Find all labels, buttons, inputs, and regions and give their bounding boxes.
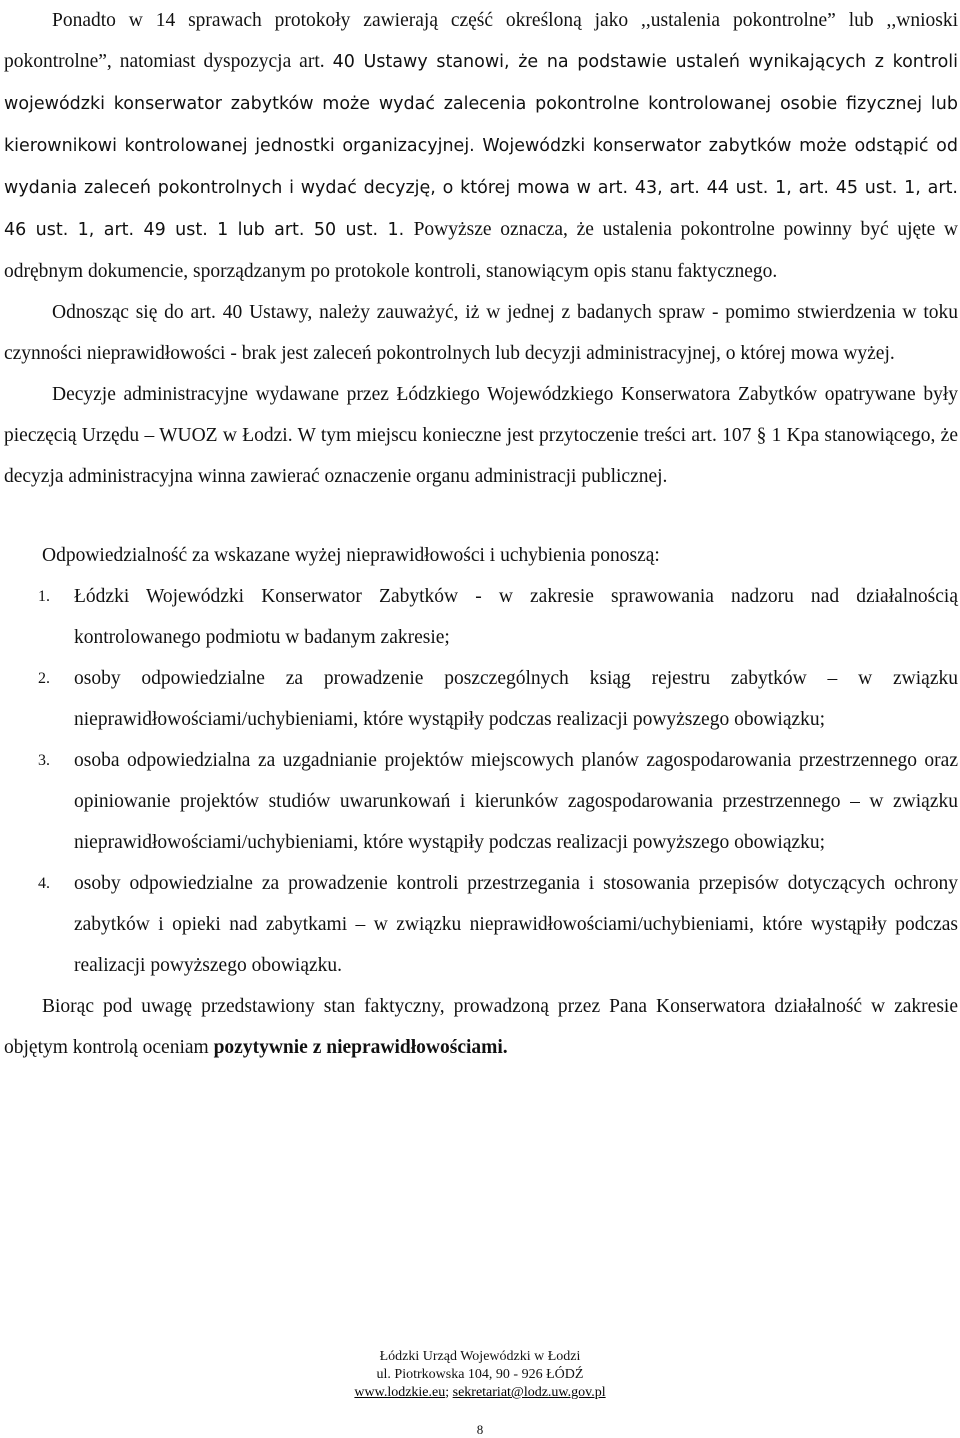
paragraph-control-protocols bbox=[4, 0, 958, 292]
paragraph-article-40 bbox=[4, 292, 958, 374]
website-link[interactable]: www.lodzkie.eu bbox=[354, 1385, 446, 1400]
footer-office: Łódzki Urząd Wojewódzki w Łodzi bbox=[379, 1349, 581, 1364]
list-number: 4. bbox=[38, 875, 50, 892]
spacer bbox=[4, 497, 958, 535]
conclusion-text: Biorąc pod uwagę przedstawiony stan faktyczny, prowadzoną przez Pana Konserwatora działalność w zakresie objętym kontrolą oceniam bbox=[4, 996, 958, 1058]
paragraph-text: 40 Ustawy stanowi, że na podstawie ustaleń wynikających z kontroli wojewódzki konserwator zabytków może wydać zalecenia pokontrolne kontrolowanej osobie fizycznej lub kierownikowi kontrolowanej jednostki organizacyjnej. Wojewódzki konserwator zabytków może odstąpić od wydania zaleceń pokontrolnych i wydać decyzję, o której mowa w art. 43, art. 44 ust. 1, art. 45 ust. 1, art. 46 ust. 1, art. 49 ust. 1 lub art. 50 ust. 1. bbox=[4, 52, 958, 240]
paragraph-decisions: Decyzje administracyjne wydawane przez Łódzkiego Wojewódzkiego Konserwatora Zabytków opatrywane były pieczęcią Urzędu – WUOZ w Łodzi. W tym miejscu konieczne jest przytoczenie treści art. 107 § 1 Kpa stanowiącego, że decyzja administracyjna winna zawierać oznaczenie organu administracji publicznej. bbox=[4, 384, 958, 487]
list-item bbox=[4, 740, 958, 863]
list-item-text: osoby odpowiedzialne za prowadzenie kontroli przestrzegania i stosowania przepisów dotyczących ochrony zabytków i opieki nad zabytkami – w związku nieprawidłowościami/uchybieniami, które wystąpiły podczas realizacji powyższego obowiązku. bbox=[74, 873, 958, 976]
list-item-text: osoby odpowiedzialne za prowadzenie poszczególnych ksiąg rejestru zabytków – w związku nieprawidłowościami/uchybieniami, które wystąpiły podczas realizacji powyższego obowiązku; bbox=[74, 668, 958, 730]
paragraph-text: Powyższe oznacza, że ustalenia pokontrolne powinny być ujęte w odrębnym dokumencie, sporządzanym po protokole kontroli, stanowiącym opis stanu faktycznego. bbox=[4, 219, 958, 282]
list-item bbox=[4, 863, 958, 986]
email-link[interactable]: sekretariat@lodz.uw.gov.pl bbox=[452, 1385, 606, 1400]
list-item-text: osoba odpowiedzialna za uzgadnianie projektów miejscowych planów zagospodarowania przestrzennego oraz opiniowanie projektów studiów uwarunkowań i kierunków zagospodarowania przestrzennego – w związku nieprawidłowościami/uchybieniami, które wystąpiły podczas realizacji powyższego obowiązku; bbox=[74, 750, 958, 853]
responsibility-list bbox=[4, 576, 958, 986]
page-number: 8 bbox=[476, 1422, 484, 1437]
paragraph-text: Odnosząc się do art. bbox=[52, 302, 223, 323]
conclusion-verdict: pozytywnie z nieprawidłowościami. bbox=[213, 1037, 508, 1058]
paragraph-text: Ponadto w 14 sprawach protokoły zawierają część określoną jako ,,ustalenia pokontrolne” lub ,,wnioski pokontrolne”, natomiast dyspozycja art. bbox=[4, 10, 958, 72]
page-footer bbox=[0, 1348, 960, 1402]
footer-contacts bbox=[0, 1384, 960, 1402]
footer-separator: ; bbox=[445, 1385, 453, 1400]
footer-address: ul. Piotrkowska 104, 90 - 926 ŁÓDŹ bbox=[376, 1367, 584, 1382]
list-number: 3. bbox=[38, 752, 50, 769]
list-number: 2. bbox=[38, 670, 50, 687]
list-item bbox=[4, 658, 958, 740]
list-item-text: Łódzki Wojewódzki Konserwator Zabytków - w zakresie sprawowania nadzoru nad działalnością kontrolowanego podmiotu w badanym zakresie; bbox=[74, 586, 958, 648]
document-page bbox=[4, 0, 958, 1068]
list-item bbox=[4, 576, 958, 658]
responsibility-intro: Odpowiedzialność za wskazane wyżej nieprawidłowości i uchybienia ponoszą: bbox=[42, 545, 660, 566]
list-number: 1. bbox=[38, 588, 50, 605]
paragraph-conclusion bbox=[4, 986, 958, 1068]
paragraph-text: 40 Ustawy, należy zauważyć, iż w jednej z badanych spraw - pomimo stwierdzenia w toku czynności nieprawidłowości - brak jest zaleceń pokontrolnych lub decyzji administracyjnej, o której mowa wyżej. bbox=[4, 302, 958, 364]
